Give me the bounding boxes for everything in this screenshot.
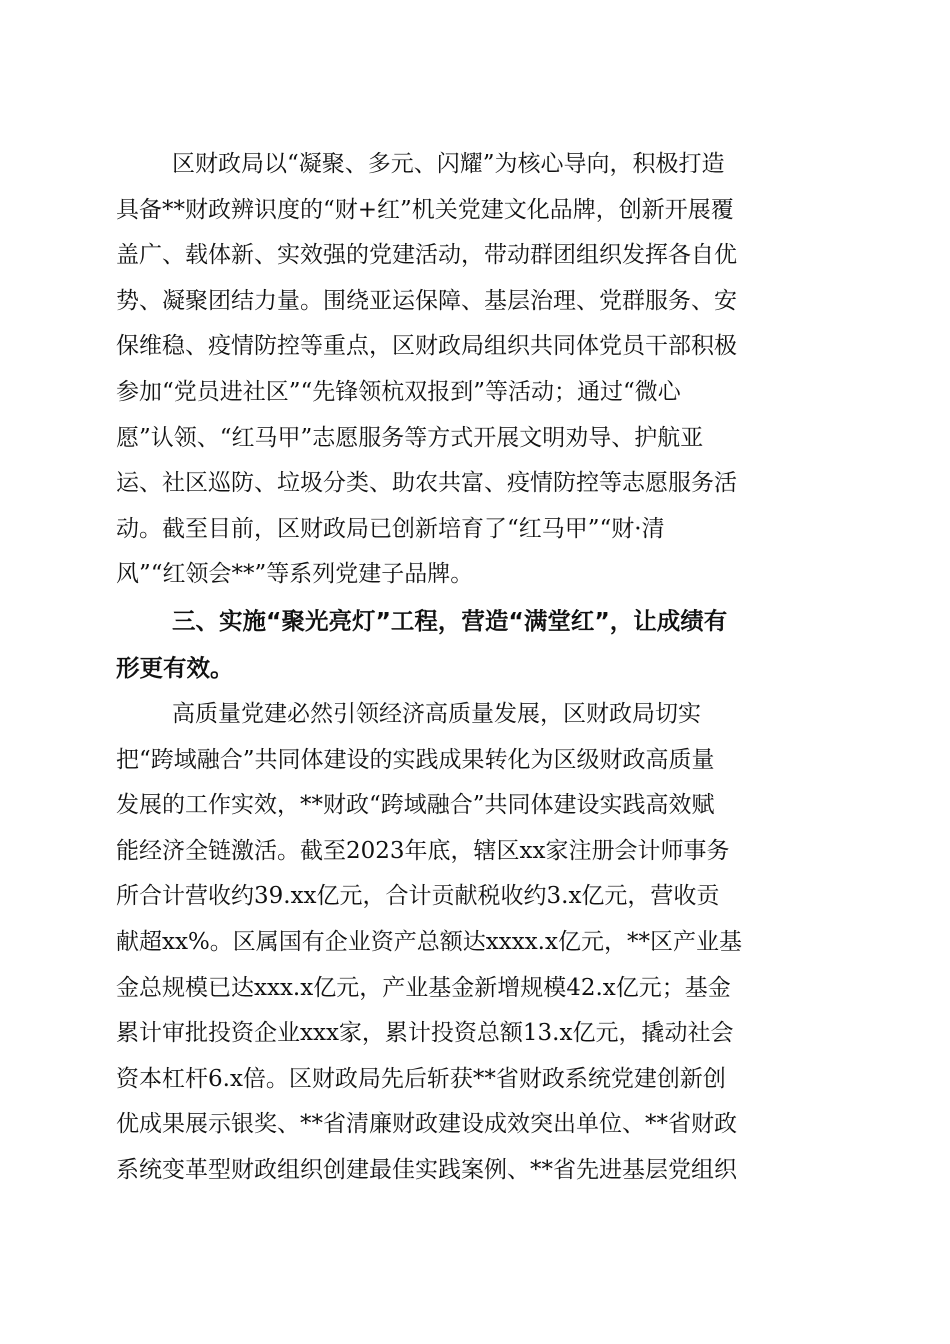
text-line: 愿”认领、“红马甲”志愿服务等方式开展文明劝导、护航亚 <box>116 424 704 451</box>
text-line: 运、社区巡防、垃圾分类、助农共富、疫情防控等志愿服务活 <box>116 470 737 497</box>
text-line: 系统变革型财政组织创建最佳实践案例、**省先进基层党组织 <box>116 1156 737 1183</box>
text-line: 把“跨域融合”共同体建设的实践成果转化为区级财政高质量 <box>116 746 715 773</box>
heading-line: 形更有效。 <box>116 653 234 682</box>
document-body <box>116 142 836 1193</box>
text-line: 金总规模已达xxx.x亿元，产业基金新增规模42.x亿元；基金 <box>116 974 731 1001</box>
paragraph-party-culture-brand <box>116 142 836 598</box>
text-line: 风”“红领会**”等系列党建子品牌。 <box>116 561 474 588</box>
text-line: 资本杠杆6.x倍。区财政局先后斩获**省财政系统党建创新创 <box>116 1065 726 1092</box>
text-line: 累计审批投资企业xxx家，累计投资总额13.x亿元，撬动社会 <box>116 1020 734 1047</box>
text-line: 高质量党建必然引领经济高质量发展，区财政局切实 <box>172 700 701 727</box>
text-line: 发展的工作实效，**财政“跨域融合”共同体建设实践高效赋 <box>116 792 715 819</box>
text-line: 具备**财政辨识度的“财+红”机关党建文化品牌，创新开展覆 <box>116 196 734 223</box>
text-line: 优成果展示银奖、**省清廉财政建设成效突出单位、**省财政 <box>116 1111 737 1138</box>
text-line: 保维稳、疫情防控等重点，区财政局组织共同体党员干部积极 <box>116 333 737 360</box>
text-line: 献超xx%。区属国有企业资产总额达xxxx.x亿元，**区产业基 <box>116 928 742 955</box>
text-line: 盖广、载体新、实效强的党建活动，带动群团组织发挥各自优 <box>116 242 737 269</box>
text-line: 区财政局以“凝聚、多元、闪耀”为核心导向，积极打造 <box>172 151 725 177</box>
text-line: 能经济全链激活。截至2023年底，辖区xx家注册会计师事务 <box>116 837 730 864</box>
text-line: 动。截至目前，区财政局已创新培育了“红马甲”“财·清 <box>116 515 665 542</box>
text-line: 所合计营收约39.xx亿元，合计贡献税收约3.x亿元，营收贡 <box>116 883 720 910</box>
section-heading-three <box>116 598 836 692</box>
paragraph-economic-results <box>116 692 836 1194</box>
text-line: 参加“党员进社区”“先锋领杭双报到”等活动；通过“微心 <box>116 378 681 405</box>
text-line: 势、凝聚团结力量。围绕亚运保障、基层治理、党群服务、安 <box>116 287 737 314</box>
heading-line: 三、实施“聚光亮灯”工程，营造“满堂红”，让成绩有 <box>172 606 728 635</box>
